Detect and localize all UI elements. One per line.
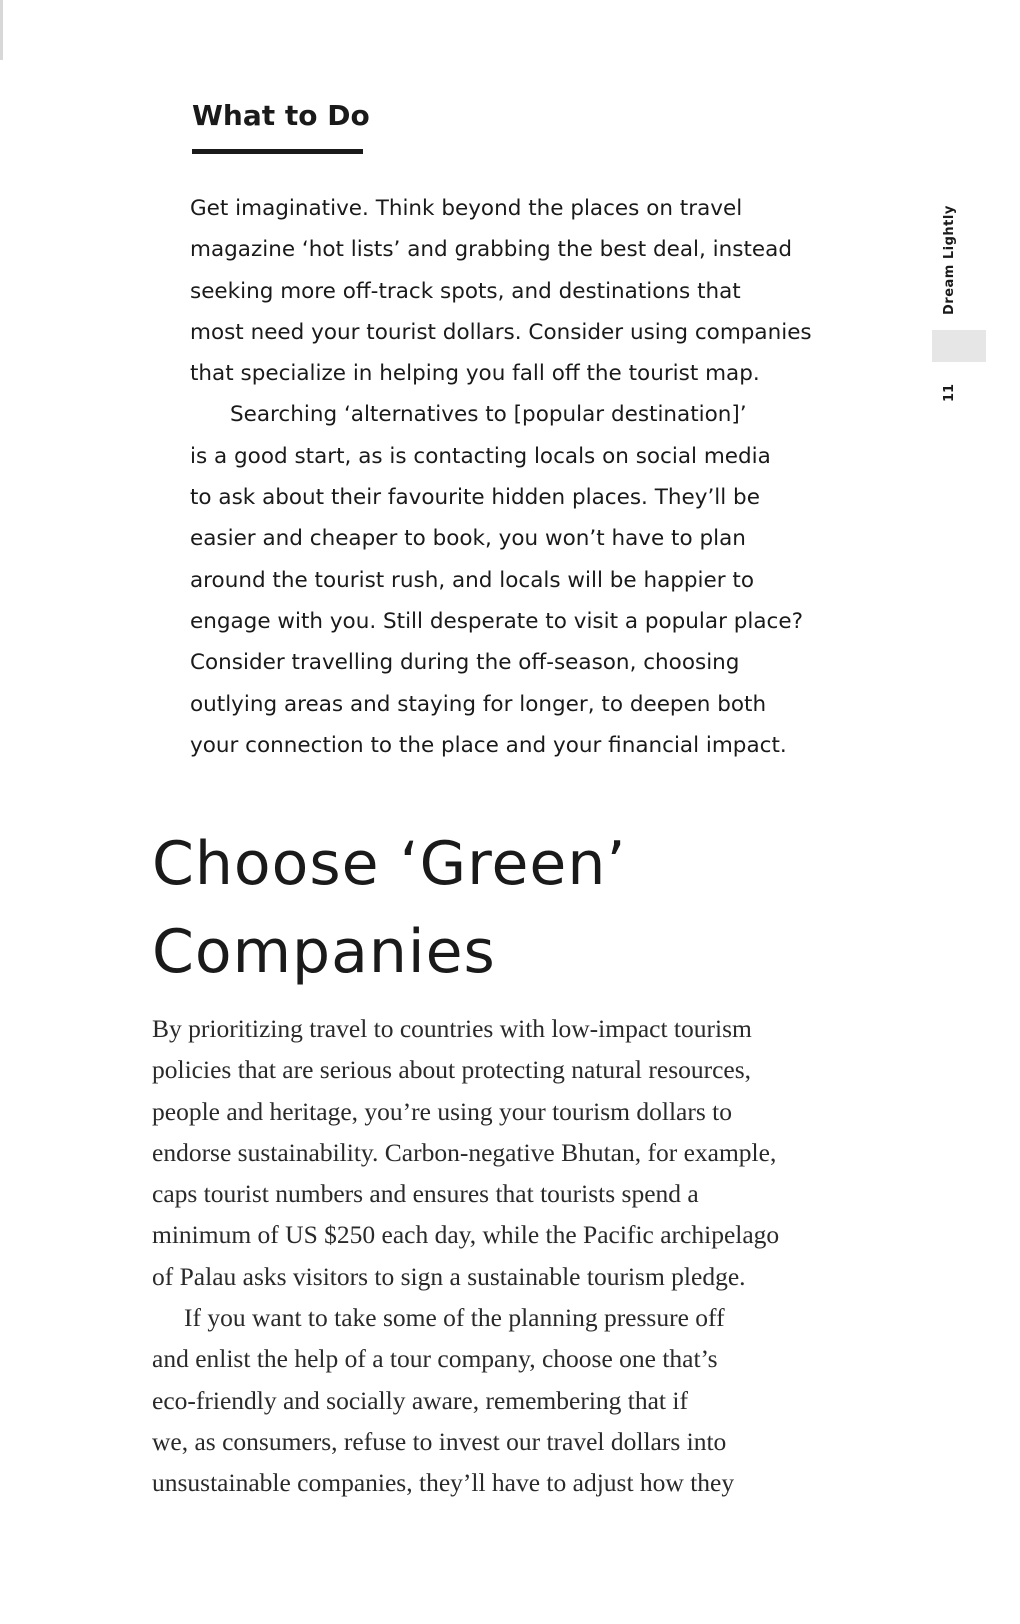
text-line: minimum of US $250 each day, while the Pacific archipelago (152, 1220, 780, 1250)
section-heading: What to Do (192, 99, 370, 132)
chapter-title (152, 820, 626, 996)
chapter-body-text (152, 1008, 842, 1504)
text-line: caps tourist numbers and ensures that tourists spend a (152, 1179, 699, 1209)
text-line: Searching ‘alternatives to [popular destination]’ (230, 402, 747, 428)
text-line: easier and cheaper to book, you won’t have to plan (190, 526, 746, 552)
text-line: Get imaginative. Think beyond the places on travel (190, 196, 743, 221)
text-line: of Palau asks visitors to sign a sustainable tourism pledge. (152, 1261, 746, 1291)
text-line: your connection to the place and your financial impact. (190, 732, 787, 758)
text-line: eco-friendly and socially aware, remembering that if (152, 1385, 688, 1415)
text-line: seeking more off-track spots, and destinations that (190, 278, 741, 304)
heading-underline (192, 149, 363, 154)
text-line: Consider travelling during the off-season, choosing (190, 650, 740, 676)
text-line: around the tourist rush, and locals will be happier to (190, 567, 755, 593)
chapter-title-line: Choose ‘Green’ (152, 829, 627, 899)
chapter-tab-marker (932, 330, 986, 362)
text-line: endorse sustainability. Carbon-negative Bhutan, for example, (152, 1137, 777, 1167)
text-line: we, as consumers, refuse to invest our travel dollars into (152, 1426, 727, 1456)
text-line: that specialize in helping you fall off the tourist map. (190, 361, 760, 387)
text-line: most need your tourist dollars. Consider using companies (190, 319, 812, 345)
text-line: engage with you. Still desperate to visit a popular place? (190, 608, 804, 634)
running-head-title: Dream Lightly (942, 205, 957, 315)
page-number: 11 (942, 383, 957, 402)
text-line: to ask about their favourite hidden places. They’ll be (190, 485, 760, 511)
text-line: unsustainable companies, they’ll have to adjust how they (152, 1468, 735, 1498)
text-line: people and heritage, you’re using your tourism dollars to (152, 1096, 732, 1126)
text-line: By prioritizing travel to countries with low-impact tourism (152, 1014, 752, 1043)
text-line: and enlist the help of a tour company, choose one that’s (152, 1344, 718, 1374)
text-line: If you want to take some of the planning pressure off (184, 1303, 725, 1333)
text-line: magazine ‘hot lists’ and grabbing the best deal, instead (190, 237, 792, 263)
text-line: is a good start, as is contacting locals on social media (190, 443, 771, 469)
chapter-title-line: Companies (152, 917, 496, 987)
what-to-do-text (190, 188, 830, 766)
text-line: outlying areas and staying for longer, to deepen both (190, 691, 767, 717)
text-line: policies that are serious about protecting natural resources, (152, 1055, 752, 1085)
running-head (932, 200, 972, 420)
scan-edge (0, 0, 3, 60)
